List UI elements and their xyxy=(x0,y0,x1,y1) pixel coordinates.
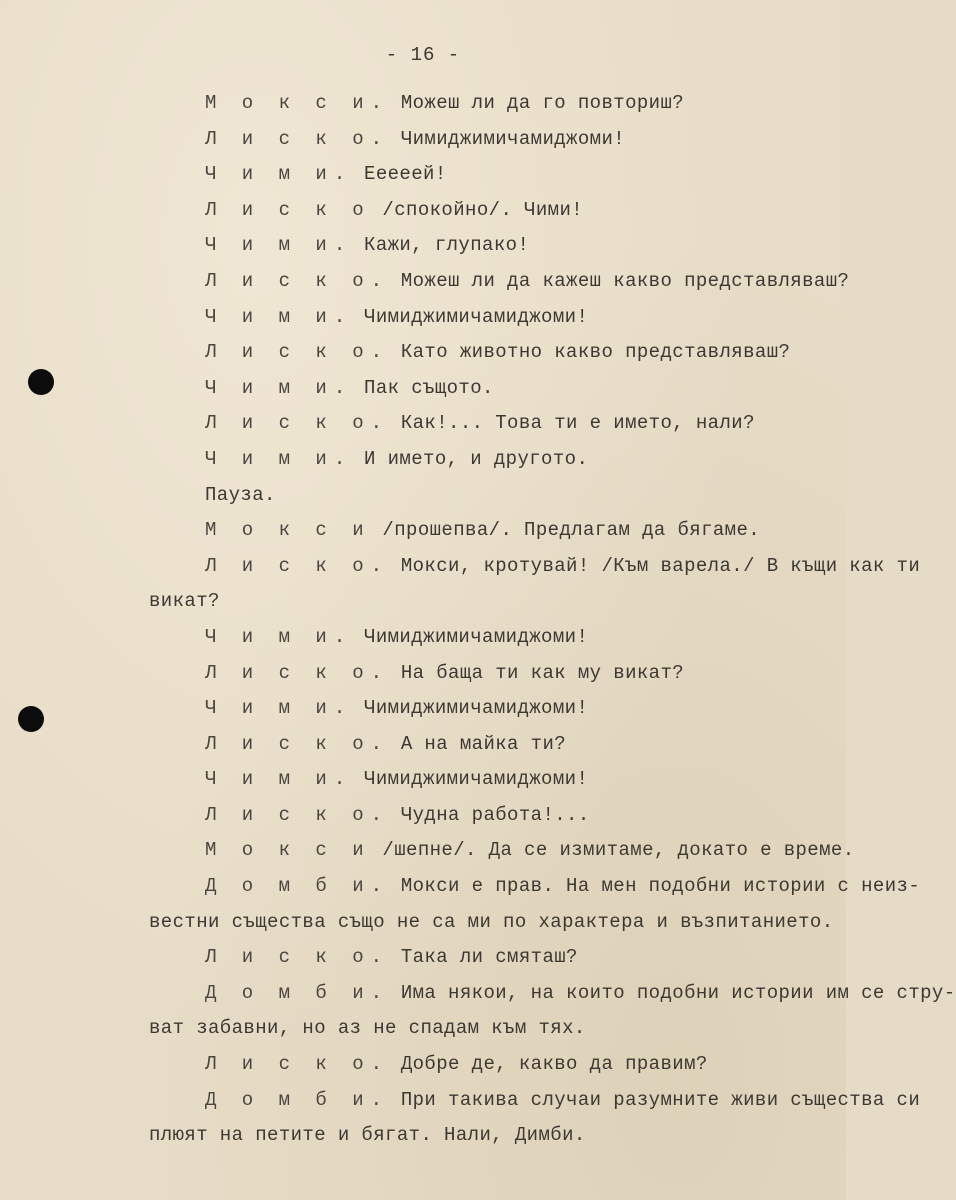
dialogue-line xyxy=(149,762,829,798)
line-text: Мокси, кротувай! /Към варела./ В къщи как ти xyxy=(389,554,921,577)
script-text xyxy=(149,86,956,1154)
line-text: /прошепва/. Предлагам да бягаме. xyxy=(370,519,761,542)
line-text: Пак същото. xyxy=(352,376,494,399)
line-text: Чимиджимичамиджоми! xyxy=(352,697,589,720)
speaker-name: Д о м б и. xyxy=(205,875,390,898)
line-text: И името, и другото. xyxy=(352,447,589,470)
dialogue-line xyxy=(149,406,829,442)
speaker-name: Л и с к о. xyxy=(205,946,390,969)
dialogue-line xyxy=(149,228,829,264)
dialogue-continuation xyxy=(149,584,829,620)
line-text: Чимиджимичамиджоми! xyxy=(352,768,589,791)
dialogue-line xyxy=(149,300,829,336)
line-text: Ееееей! xyxy=(352,163,447,186)
dialogue-line xyxy=(149,335,829,371)
line-text: /спокойно/. Чими! xyxy=(370,198,584,221)
line-text: вестни същества също не са ми по характера и възпитанието. xyxy=(149,910,834,933)
line-text: /шепне/. Да се измитаме, докато е време. xyxy=(370,839,855,862)
dialogue-line xyxy=(149,620,829,656)
speaker-name: М о к с и xyxy=(205,519,371,542)
line-text: На баща ти как му викат? xyxy=(389,661,685,684)
line-text: плюят на петите и бягат. Нали, Димби. xyxy=(149,1124,586,1147)
dialogue-line xyxy=(149,940,829,976)
dialogue-continuation xyxy=(149,905,834,941)
line-text: Чимиджимичамиджоми! xyxy=(389,127,626,150)
dialogue-line xyxy=(149,549,921,585)
dialogue-line xyxy=(149,1047,829,1083)
stage-direction xyxy=(149,478,829,514)
line-text: Мокси е прав. На мен подобни истории с неиз- xyxy=(389,875,921,898)
speaker-name: Ч и м и. xyxy=(205,768,353,791)
line-text: Можеш ли да го повториш? xyxy=(389,92,685,114)
speaker-name: Д о м б и. xyxy=(205,1088,390,1111)
line-text: А на майка ти? xyxy=(389,732,567,755)
line-text: Добре де, какво да правим? xyxy=(389,1053,708,1076)
line-text: Чудна работа!... xyxy=(389,803,590,826)
dialogue-line xyxy=(149,833,855,869)
speaker-name: Ч и м и. xyxy=(205,447,353,470)
dialogue-line xyxy=(149,371,829,407)
line-text: Кажи, глупако! xyxy=(352,234,530,257)
speaker-name: Ч и м и. xyxy=(205,376,353,399)
line-text: Как!... Това ти е името, нали? xyxy=(389,412,755,435)
dialogue-line xyxy=(149,1083,921,1119)
dialogue-continuation xyxy=(149,1011,829,1047)
line-text: Има някои, на които подобни истории им се стру- xyxy=(389,981,956,1004)
dialogue-line xyxy=(149,193,829,229)
speaker-name: Л и с к о. xyxy=(205,554,390,577)
line-text: При такива случаи разумните живи същества си xyxy=(389,1088,921,1111)
page-number: - 16 - xyxy=(385,44,461,66)
speaker-name: Л и с к о. xyxy=(205,127,390,150)
dialogue-line xyxy=(149,727,829,763)
punch-hole xyxy=(28,369,54,395)
line-text: Пауза. xyxy=(205,483,276,506)
speaker-name: Л и с к о xyxy=(205,198,371,221)
line-text: Чимиджимичамиджоми! xyxy=(352,305,589,328)
line-text: Така ли смяташ? xyxy=(389,946,578,969)
speaker-name: Л и с к о. xyxy=(205,341,390,364)
dialogue-continuation xyxy=(149,1118,829,1154)
speaker-name: Ч и м и. xyxy=(205,234,353,257)
speaker-name: Л и с к о. xyxy=(205,1053,390,1076)
dialogue-line xyxy=(149,157,829,193)
dialogue-line xyxy=(149,869,921,905)
line-text: ват забавни, но аз не спадам към тях. xyxy=(149,1017,586,1040)
speaker-name: Л и с к о. xyxy=(205,803,390,826)
speaker-name: Ч и м и. xyxy=(205,305,353,328)
speaker-name: М о к с и xyxy=(205,839,371,862)
speaker-name: Л и с к о. xyxy=(205,269,390,292)
dialogue-line xyxy=(149,442,829,478)
speaker-name: Ч и м и. xyxy=(205,697,353,720)
line-text: Можеш ли да кажеш какво представляваш? xyxy=(389,269,850,292)
punch-hole xyxy=(18,706,44,732)
speaker-name: Л и с к о. xyxy=(205,412,390,435)
speaker-name: Л и с к о. xyxy=(205,661,390,684)
line-text: Чимиджимичамиджоми! xyxy=(352,625,589,648)
dialogue-line xyxy=(149,976,956,1012)
dialogue-line xyxy=(149,513,829,549)
dialogue-line xyxy=(149,656,829,692)
dialogue-line xyxy=(149,691,829,727)
speaker-name: Д о м б и. xyxy=(205,981,390,1004)
dialogue-line xyxy=(149,122,829,158)
speaker-name: Ч и м и. xyxy=(205,625,353,648)
speaker-name: М о к с и. xyxy=(205,92,390,114)
line-text: Като животно какво представляваш? xyxy=(389,341,791,364)
dialogue-line xyxy=(149,798,829,834)
dialogue-line xyxy=(149,86,829,122)
dialogue-line xyxy=(149,264,850,300)
speaker-name: Л и с к о. xyxy=(205,732,390,755)
line-text: викат? xyxy=(149,590,220,613)
speaker-name: Ч и м и. xyxy=(205,163,353,186)
